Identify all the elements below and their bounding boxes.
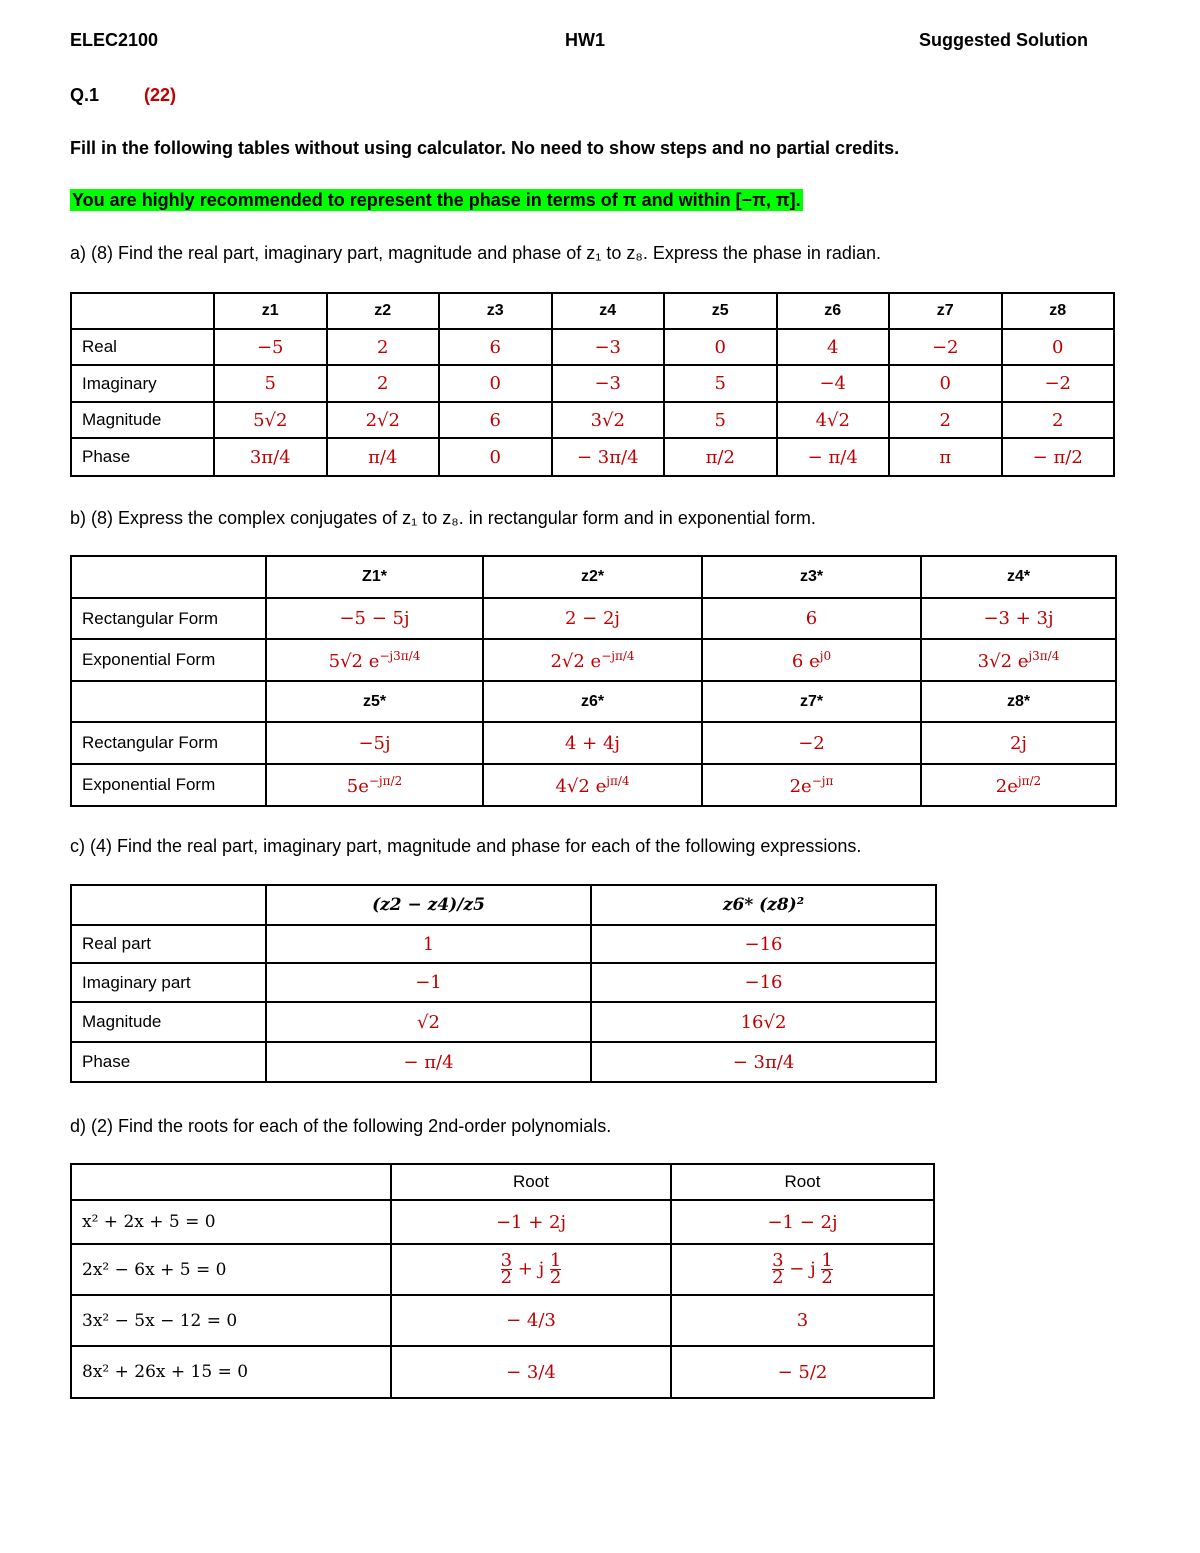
cell: √2 [266,1002,591,1042]
col-header: z3* [702,556,921,598]
col-header: z6* [483,681,702,722]
exp-power: j3π/4 [1028,648,1060,663]
numerator: 3 [772,1250,784,1271]
cell: 4√2 [777,402,890,438]
col-header: z5* [266,681,483,722]
part-a-header-row [71,293,1114,329]
table-row [71,925,936,963]
homework-title: HW1 [565,30,605,50]
col-header: z2* [483,556,702,598]
row-label: Phase [71,438,214,476]
table-row [71,365,1114,402]
col-header: z8 [1002,293,1115,329]
cell: −1 [266,963,591,1002]
exp-base: 3√2 e [977,650,1029,672]
cell: π/4 [327,438,440,476]
cell: 2 [327,329,440,365]
exp-base: 2e [995,775,1018,797]
solution-label: Suggested Solution [919,30,1088,50]
col-header: Z1* [266,556,483,598]
table-row [71,1346,934,1398]
cell: 6 [439,329,552,365]
question-points: (22) [144,85,177,105]
col-header: z6* (z8)² [591,885,936,925]
root-cell [671,1244,934,1295]
col-header: z4* [921,556,1116,598]
cell: 2 − 2j [483,598,702,639]
root-cell: 3 [671,1295,934,1346]
root-cell: − 3/4 [391,1346,671,1398]
part-d-header-row [71,1164,934,1200]
cell: − π/4 [777,438,890,476]
cell: 0 [1002,329,1115,365]
corner-cell [71,1164,391,1200]
cell: −5 − 5j [266,598,483,639]
cell: 3π/4 [214,438,327,476]
cell [483,639,702,681]
cell [702,639,921,681]
part-a-prompt: a) (8) Find the real part, imaginary part, magnitude and phase of z₁ to z₈. Express the phase in radian. [70,243,881,263]
cell: 1 [266,925,591,963]
cell: 2 [327,365,440,402]
table-row [71,963,936,1002]
numerator: 1 [549,1250,562,1271]
exp-power: −jπ/2 [368,773,403,788]
cell: − 3π/4 [591,1042,936,1082]
table-row [71,598,1116,639]
cell: 2j [921,722,1116,764]
cell: −5j [266,722,483,764]
cell: 2 [889,402,1002,438]
cell: 5 [214,365,327,402]
cell: −3 [552,329,665,365]
col-header: z7 [889,293,1002,329]
part-c-table [70,884,937,1083]
col-header: z6 [777,293,890,329]
table-row [71,764,1116,806]
cell: 2√2 [327,402,440,438]
row-label: Real part [71,925,266,963]
cell: 5 [664,402,777,438]
exp-base: 6 e [791,650,820,672]
fraction [821,1250,833,1288]
root-cell: −1 + 2j [391,1200,671,1244]
cell: 4 [777,329,890,365]
cell: 0 [889,365,1002,402]
col-header: z4 [552,293,665,329]
row-label: Imaginary [71,365,214,402]
col-header: (z2 − z4)/z5 [266,885,591,925]
cell: 4 + 4j [483,722,702,764]
denominator: 2 [821,1267,833,1288]
exp-power: −j3π/4 [379,648,421,663]
corner-cell [71,681,266,722]
cell: 6 [702,598,921,639]
root-cell: −1 − 2j [671,1200,934,1244]
highlight-note: You are highly recommended to represent the phase in terms of π and within [−π, π]. [72,190,801,210]
cell: −2 [1002,365,1115,402]
table-row [71,722,1116,764]
cell: 0 [439,365,552,402]
question-label: Q.1 [70,85,100,105]
numerator: 3 [500,1250,513,1271]
table-row [71,1200,934,1244]
cell [483,764,702,806]
cell: −3 [552,365,665,402]
cell: −5 [214,329,327,365]
numerator: 1 [821,1250,833,1271]
col-header: z5 [664,293,777,329]
table-row [71,1002,936,1042]
instruction-text: Fill in the following tables without using calculator. No need to show steps and no partial credits. [70,138,900,158]
table-row [71,329,1114,365]
row-label: Imaginary part [71,963,266,1002]
cell: 0 [439,438,552,476]
col-header: z2 [327,293,440,329]
exp-base: 5e [346,775,369,797]
cell: −4 [777,365,890,402]
question-heading [70,85,176,106]
part-d-table [70,1163,935,1399]
cell: 5 [664,365,777,402]
cell: −2 [702,722,921,764]
col-header: z7* [702,681,921,722]
root-cell [391,1244,671,1295]
row-label: Rectangular Form [71,722,266,764]
polynomial: x² + 2x + 5 = 0 [71,1200,391,1244]
row-label: Real [71,329,214,365]
cell: −3 + 3j [921,598,1116,639]
part-b-header-row [71,681,1116,722]
row-label: Phase [71,1042,266,1082]
row-label: Magnitude [71,1002,266,1042]
col-header: z8* [921,681,1116,722]
cell: 5√2 [214,402,327,438]
cell: − 3π/4 [552,438,665,476]
exp-power: −jπ [811,773,834,788]
part-b-header-row [71,556,1116,598]
exp-base: 5√2 e [328,650,380,672]
cell [921,764,1116,806]
cell: 3√2 [552,402,665,438]
cell [702,764,921,806]
exp-power: j0 [819,648,832,663]
exp-base: 2e [789,775,812,797]
fraction [549,1250,562,1288]
corner-cell [71,556,266,598]
denominator: 2 [772,1267,784,1288]
row-label: Exponential Form [71,639,266,681]
corner-cell [71,293,214,329]
table-row [71,639,1116,681]
col-header: Root [391,1164,671,1200]
cell: 2 [1002,402,1115,438]
exp-power: jπ/4 [606,773,630,788]
row-label: Exponential Form [71,764,266,806]
cell: −16 [591,925,936,963]
col-header: Root [671,1164,934,1200]
course-code: ELEC2100 [70,30,159,50]
table-row [71,1244,934,1295]
fraction [772,1250,784,1288]
part-a-table [70,292,1115,477]
part-b-prompt: b) (8) Express the complex conjugates of z₁ to z₈. in rectangular form and in exponential form. [70,508,816,528]
part-c-prompt: c) (4) Find the real part, imaginary part, magnitude and phase for each of the following expressions. [70,836,862,856]
table-row [71,1042,936,1082]
row-label: Magnitude [71,402,214,438]
cell: 6 [439,402,552,438]
cell: − π/4 [266,1042,591,1082]
operator: − j [789,1258,816,1280]
cell [921,639,1116,681]
exp-power: −jπ/4 [601,648,635,663]
table-row [71,1295,934,1346]
cell: π/2 [664,438,777,476]
denominator: 2 [500,1267,513,1288]
polynomial: 8x² + 26x + 15 = 0 [71,1346,391,1398]
cell [266,764,483,806]
polynomial: 3x² − 5x − 12 = 0 [71,1295,391,1346]
root-cell: − 5/2 [671,1346,934,1398]
col-header: z3 [439,293,552,329]
corner-cell [71,885,266,925]
table-row [71,438,1114,476]
exp-base: 2√2 e [550,650,602,672]
row-label: Rectangular Form [71,598,266,639]
fraction [500,1250,513,1288]
part-b-table [70,555,1117,807]
root-cell: − 4/3 [391,1295,671,1346]
cell: −16 [591,963,936,1002]
cell: −2 [889,329,1002,365]
cell [266,639,483,681]
cell: − π/2 [1002,438,1115,476]
exp-power: jπ/2 [1017,773,1042,788]
cell: π [889,438,1002,476]
denominator: 2 [549,1267,562,1288]
col-header: z1 [214,293,327,329]
part-d-prompt: d) (2) Find the roots for each of the following 2nd-order polynomials. [70,1116,612,1136]
part-c-header-row [71,885,936,925]
table-row [71,402,1114,438]
cell: 0 [664,329,777,365]
operator: + j [517,1258,545,1280]
exp-base: 4√2 e [555,775,607,797]
polynomial: 2x² − 6x + 5 = 0 [71,1244,391,1295]
cell: 16√2 [591,1002,936,1042]
